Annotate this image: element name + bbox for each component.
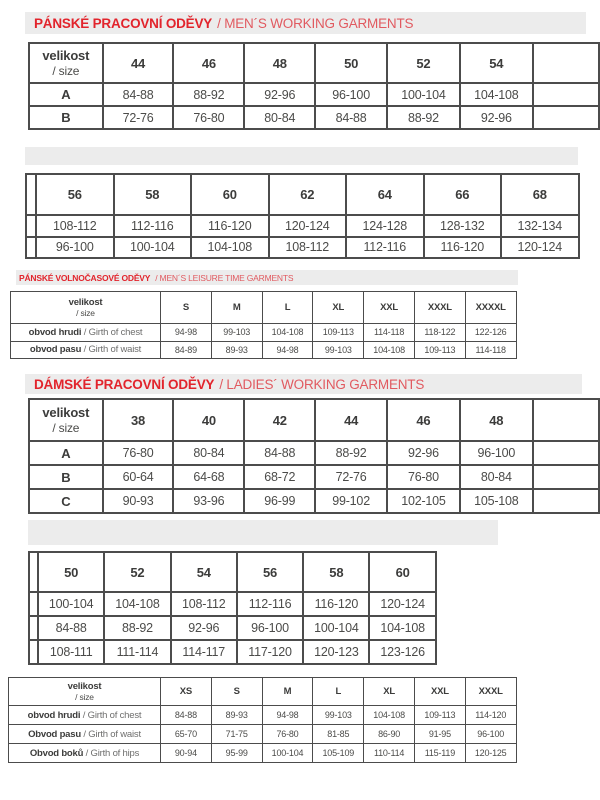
size-header-cell: 58 <box>114 174 192 215</box>
size-header-row <box>29 43 599 83</box>
value-cell: 84-88 <box>315 106 387 129</box>
value-cell: 100-104 <box>114 237 192 259</box>
size-header-cell: 44 <box>315 399 387 441</box>
size-header-cell: 44 <box>103 43 174 83</box>
value-cell: 81-85 <box>313 725 364 744</box>
value-cell: 88-92 <box>104 616 170 640</box>
measurement-row <box>29 489 599 513</box>
size-header-cell: 66 <box>424 174 502 215</box>
value-cell: 100-104 <box>387 83 460 106</box>
value-cell: 80-84 <box>173 441 244 465</box>
value-cell: 84-88 <box>244 441 315 465</box>
size-header-cell: 52 <box>104 552 170 592</box>
row-label-czech: Obvod boků <box>29 747 86 759</box>
cropped-column-cell <box>533 399 599 441</box>
value-cell: 112-116 <box>114 215 192 237</box>
value-cell: 72-76 <box>103 106 174 129</box>
size-header-cell: 46 <box>173 43 244 83</box>
size-header-cell: 60 <box>191 174 269 215</box>
heading-text-english: / MEN´S WORKING GARMENTS <box>217 15 414 31</box>
measurement-row <box>11 341 517 359</box>
measurement-row <box>29 616 436 640</box>
cropped-column-cell <box>533 83 599 106</box>
row-label-czech: Obvod pasu <box>28 728 84 740</box>
row-label-czech: obvod pasu <box>29 344 84 356</box>
size-header-cell: XXXL <box>465 678 516 706</box>
size-header-cell: 54 <box>460 43 533 83</box>
value-cell: 80-84 <box>244 106 315 129</box>
cropped-column-cell <box>29 616 38 640</box>
ladies_girth-grid <box>8 677 517 763</box>
value-cell: 100-104 <box>303 616 369 640</box>
value-cell: 96-99 <box>244 489 315 513</box>
row-label-english: / Girth of chest <box>83 326 143 338</box>
value-cell: 71-75 <box>211 725 262 744</box>
size-header-cell: S <box>161 292 212 324</box>
value-cell: 100-104 <box>262 744 313 763</box>
value-cell: 65-70 <box>161 725 212 744</box>
size-header-cell: 54 <box>171 552 237 592</box>
value-cell: 99-103 <box>211 324 262 342</box>
gray-spacer-bar <box>25 147 578 165</box>
row-label-cell <box>11 324 161 342</box>
size-header-row <box>29 399 599 441</box>
size-corner-cell <box>29 43 103 83</box>
value-cell: 84-88 <box>161 706 212 725</box>
cropped-column-cell <box>26 215 36 237</box>
value-cell: 99-103 <box>313 706 364 725</box>
value-cell: 111-114 <box>104 640 170 664</box>
size-header-cell: M <box>211 292 262 324</box>
value-cell: 114-120 <box>465 706 516 725</box>
value-cell: 109-113 <box>313 324 364 342</box>
value-cell: 96-100 <box>36 237 114 259</box>
value-cell: 76-80 <box>262 725 313 744</box>
value-cell: 100-104 <box>38 592 104 616</box>
value-cell: 114-118 <box>465 341 516 359</box>
size-header-cell: 48 <box>244 43 315 83</box>
ladies_working_1-grid <box>28 398 600 514</box>
cropped-column-cell <box>29 640 38 664</box>
measurement-row <box>9 706 517 725</box>
value-cell: 90-94 <box>161 744 212 763</box>
value-cell: 80-84 <box>460 465 533 489</box>
row-label-english: / Girth of chest <box>82 709 142 721</box>
men_leisure-grid <box>10 291 517 359</box>
value-cell: 109-113 <box>414 706 465 725</box>
value-cell: 94-98 <box>262 706 313 725</box>
men_working_1-grid <box>28 42 600 130</box>
value-cell: 104-108 <box>262 324 313 342</box>
size-header-cell: 56 <box>237 552 303 592</box>
value-cell: 88-92 <box>173 83 244 106</box>
size-header-row <box>26 174 579 215</box>
size-header-cell: XXXL <box>414 292 465 324</box>
value-cell: 99-103 <box>313 341 364 359</box>
measurement-row <box>26 215 579 237</box>
value-cell: 123-126 <box>369 640 435 664</box>
measurement-row <box>29 106 599 129</box>
value-cell: 92-96 <box>244 83 315 106</box>
size-header-cell: XXL <box>364 292 415 324</box>
value-cell: 88-92 <box>315 441 387 465</box>
measurement-row <box>26 237 579 259</box>
value-cell: 96-100 <box>315 83 387 106</box>
measurement-row <box>11 324 517 342</box>
size-header-cell: 46 <box>387 399 460 441</box>
value-cell: 105-109 <box>313 744 364 763</box>
value-cell: 110-114 <box>364 744 415 763</box>
measurement-row <box>29 640 436 664</box>
cropped-column-cell <box>533 106 599 129</box>
size-label-english: / size <box>52 420 80 435</box>
heading-text-english: / LADIES´ WORKING GARMENTS <box>219 376 425 392</box>
value-cell: 76-80 <box>103 441 174 465</box>
size-header-cell: 62 <box>269 174 347 215</box>
row-label-cell: B <box>29 465 103 489</box>
size-header-cell: 56 <box>36 174 114 215</box>
size-header-cell: 48 <box>460 399 533 441</box>
value-cell: 104-108 <box>364 706 415 725</box>
row-label-cell <box>11 341 161 359</box>
heading-text-czech: PÁNSKÉ VOLNOČASOVÉ ODĚVY <box>19 272 151 283</box>
size-header-cell: 68 <box>501 174 579 215</box>
value-cell: 115-119 <box>414 744 465 763</box>
row-label-cell: B <box>29 106 103 129</box>
value-cell: 72-76 <box>315 465 387 489</box>
value-cell: 116-120 <box>424 237 502 259</box>
value-cell: 132-134 <box>501 215 579 237</box>
size-header-cell: XL <box>364 678 415 706</box>
size-label-english: / size <box>75 692 94 703</box>
size-header-cell: M <box>262 678 313 706</box>
value-cell: 104-108 <box>364 341 415 359</box>
value-cell: 120-125 <box>465 744 516 763</box>
value-cell: 68-72 <box>244 465 315 489</box>
row-label-cell: A <box>29 441 103 465</box>
value-cell: 104-108 <box>104 592 170 616</box>
row-label-english: / Girth of hips <box>85 747 140 759</box>
size-header-cell: 38 <box>103 399 174 441</box>
value-cell: 92-96 <box>171 616 237 640</box>
cropped-column-cell <box>533 43 599 83</box>
value-cell: 84-88 <box>103 83 174 106</box>
value-cell: 84-88 <box>38 616 104 640</box>
value-cell: 95-99 <box>211 744 262 763</box>
value-cell: 104-108 <box>191 237 269 259</box>
value-cell: 93-96 <box>173 489 244 513</box>
value-cell: 96-100 <box>237 616 303 640</box>
value-cell: 94-98 <box>161 324 212 342</box>
measurement-row <box>29 83 599 106</box>
value-cell: 92-96 <box>460 106 533 129</box>
size-label-czech: velikost <box>68 296 103 308</box>
value-cell: 124-128 <box>346 215 424 237</box>
value-cell: 108-111 <box>38 640 104 664</box>
value-cell: 108-112 <box>269 237 347 259</box>
value-cell: 118-122 <box>414 324 465 342</box>
value-cell: 76-80 <box>173 106 244 129</box>
size-header-cell: L <box>313 678 364 706</box>
value-cell: 109-113 <box>414 341 465 359</box>
value-cell: 92-96 <box>387 441 460 465</box>
value-cell: 86-90 <box>364 725 415 744</box>
value-cell: 114-117 <box>171 640 237 664</box>
cropped-column-cell <box>26 237 36 259</box>
value-cell: 120-124 <box>269 215 347 237</box>
row-label-czech: obvod hrudi <box>28 326 84 338</box>
size-header-cell: 50 <box>38 552 104 592</box>
size-header-row <box>9 678 517 706</box>
cropped-column-cell <box>29 592 38 616</box>
size-header-cell: 50 <box>315 43 387 83</box>
cropped-column-cell <box>533 441 599 465</box>
size-header-cell: XXXXL <box>465 292 516 324</box>
value-cell: 60-64 <box>103 465 174 489</box>
value-cell: 112-116 <box>237 592 303 616</box>
value-cell: 120-124 <box>369 592 435 616</box>
size-header-cell: 40 <box>173 399 244 441</box>
value-cell: 116-120 <box>191 215 269 237</box>
value-cell: 89-93 <box>211 341 262 359</box>
value-cell: 104-108 <box>460 83 533 106</box>
size-header-cell: XXL <box>414 678 465 706</box>
value-cell: 122-126 <box>465 324 516 342</box>
row-label-english: / Girth of waist <box>83 344 142 356</box>
size-label-czech: velikost <box>42 48 90 63</box>
value-cell: 128-132 <box>424 215 502 237</box>
value-cell: 99-102 <box>315 489 387 513</box>
men_working_2-grid <box>25 173 580 259</box>
value-cell: 96-100 <box>465 725 516 744</box>
size-header-cell: L <box>262 292 313 324</box>
value-cell: 108-112 <box>36 215 114 237</box>
row-label-english: / Girth of waist <box>83 728 141 740</box>
size-label-english: / size <box>52 63 80 78</box>
value-cell: 116-120 <box>303 592 369 616</box>
row-label-cell <box>9 744 161 763</box>
measurement-row <box>9 725 517 744</box>
value-cell: 96-100 <box>460 441 533 465</box>
measurement-row <box>29 592 436 616</box>
size-header-cell: XL <box>313 292 364 324</box>
size-header-cell: 64 <box>346 174 424 215</box>
measurement-row <box>29 465 599 489</box>
size-label-czech: velikost <box>67 680 102 692</box>
value-cell: 91-95 <box>414 725 465 744</box>
row-label-cell: C <box>29 489 103 513</box>
value-cell: 90-93 <box>103 489 174 513</box>
value-cell: 105-108 <box>460 489 533 513</box>
row-label-czech: obvod hrudi <box>27 709 83 721</box>
value-cell: 112-116 <box>346 237 424 259</box>
value-cell: 84-89 <box>161 341 212 359</box>
cropped-column-cell <box>533 465 599 489</box>
measurement-row <box>9 744 517 763</box>
value-cell: 104-108 <box>369 616 435 640</box>
size-corner-cell <box>11 292 161 324</box>
size-header-cell: 60 <box>369 552 435 592</box>
size-corner-cell <box>29 399 103 441</box>
measurement-row <box>29 441 599 465</box>
size-header-cell: 42 <box>244 399 315 441</box>
gray-spacer-bar <box>28 520 498 545</box>
heading-text-czech: PÁNSKÉ PRACOVNÍ ODĚVY <box>34 15 213 31</box>
cropped-column-cell <box>29 552 38 592</box>
size-header-row <box>11 292 517 324</box>
cropped-column-cell <box>26 174 36 215</box>
size-label-czech: velikost <box>42 405 90 420</box>
cropped-column-cell <box>533 489 599 513</box>
value-cell: 114-118 <box>364 324 415 342</box>
section-heading-ladies-working <box>25 374 582 394</box>
section-heading-men-leisure <box>16 270 518 285</box>
value-cell: 102-105 <box>387 489 460 513</box>
size-header-cell: 58 <box>303 552 369 592</box>
value-cell: 64-68 <box>173 465 244 489</box>
value-cell: 120-124 <box>501 237 579 259</box>
row-label-cell <box>9 725 161 744</box>
ladies_working_2-grid <box>28 551 437 665</box>
heading-text-czech: DÁMSKÉ PRACOVNÍ ODĚVY <box>34 376 215 392</box>
row-label-cell: A <box>29 83 103 106</box>
size-corner-cell <box>9 678 161 706</box>
value-cell: 120-123 <box>303 640 369 664</box>
size-header-row <box>29 552 436 592</box>
size-label-english: / size <box>76 308 95 319</box>
size-header-cell: 52 <box>387 43 460 83</box>
value-cell: 117-120 <box>237 640 303 664</box>
value-cell: 108-112 <box>171 592 237 616</box>
value-cell: 88-92 <box>387 106 460 129</box>
size-header-cell: XS <box>161 678 212 706</box>
row-label-cell <box>9 706 161 725</box>
section-heading-men-working <box>25 12 586 34</box>
size-header-cell: S <box>211 678 262 706</box>
value-cell: 94-98 <box>262 341 313 359</box>
value-cell: 76-80 <box>387 465 460 489</box>
value-cell: 89-93 <box>211 706 262 725</box>
heading-text-english: / MEN´S LEISURE TIME GARMENTS <box>155 272 294 283</box>
